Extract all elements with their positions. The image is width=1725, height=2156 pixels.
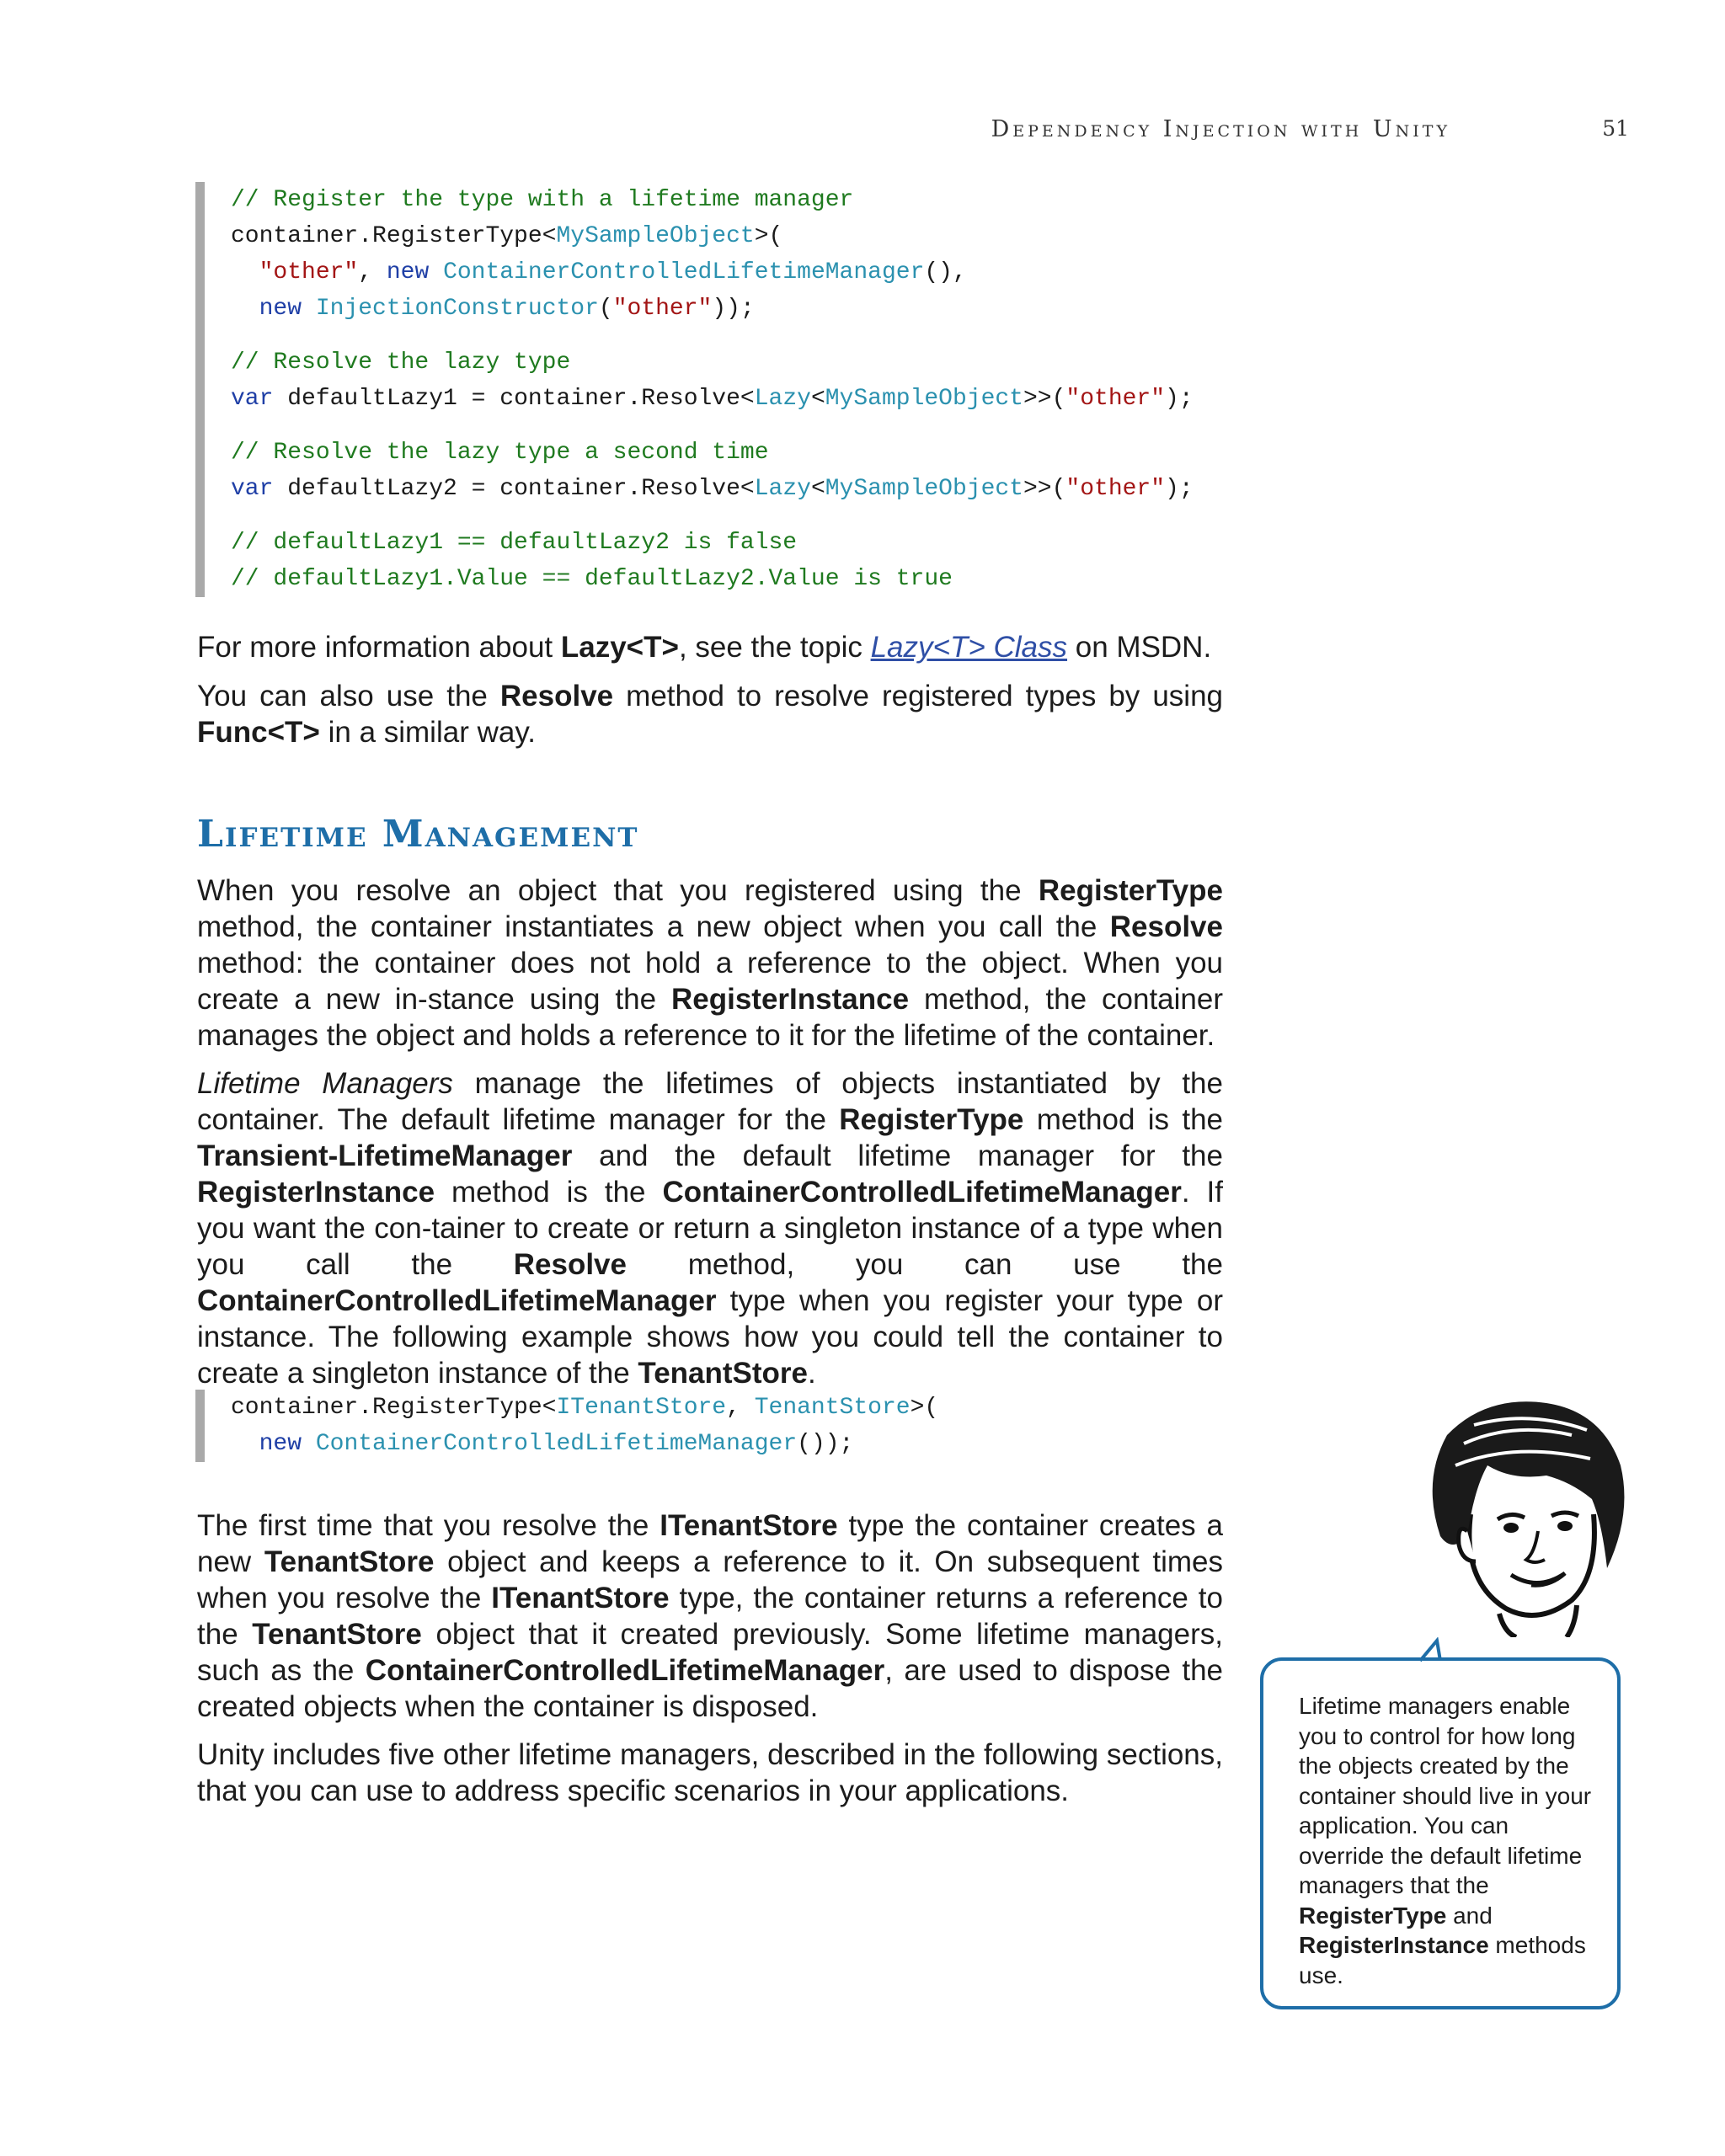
code-text: (), [924,259,967,286]
text-run: The first time that you resolve the [197,1509,660,1542]
paragraph-other-managers: Unity includes five other lifetime managers, described in the following sections, that you can use to address specific scenarios in your applications. [197,1738,1223,1807]
code-line [231,381,1258,417]
bold-term: Resolve [499,680,614,712]
bold-term: ContainerControlledLifetimeManager [197,1284,717,1317]
code-keyword: new [259,1431,302,1457]
note-text: methods use. [1299,1932,1586,1988]
code-text: ); [1165,386,1194,412]
code-text: ); [1165,476,1194,502]
code-type: TenantStore [754,1395,911,1421]
text-run: object and keeps a reference to it. On subsequent times when you resolve the [197,1545,1223,1614]
text-run: , are used to dispose the created objects when the container is disposed. [197,1654,1223,1723]
text-run: For more information about [197,631,561,664]
code-block-singleton [195,1390,1258,1462]
text-run: method, the container instantiates a new object when you call the [197,910,1110,943]
code-line [231,1426,1258,1462]
bold-term: RegisterInstance [670,983,910,1016]
text-run: . [808,1357,816,1390]
code-block-lazy-resolve [195,182,1258,597]
bold-term: Func<T> [197,716,320,749]
paragraph-lazy-info [197,629,1223,665]
text-run: type when you register your type or instance. The following example shows how you could tell the container to create a singleton instance of the [197,1284,1223,1390]
text-run: on MSDN. [1067,631,1212,664]
author-portrait-illustration [1412,1388,1634,1637]
code-type: ContainerControlledLifetimeManager [443,259,925,286]
code-line [231,291,1258,327]
code-indent [231,1431,259,1457]
note-text: and [1446,1902,1493,1929]
code-type: ITenantStore [556,1395,727,1421]
code-text: ( [598,296,613,322]
code-text: >( [754,223,783,249]
code-line [231,254,1258,291]
code-text: >( [910,1395,939,1421]
code-string: "other" [612,296,713,322]
note-bold-term: RegisterType [1299,1902,1447,1929]
code-indent [231,259,259,286]
code-type: InjectionConstructor [315,296,599,322]
text-run: method is the [1023,1103,1224,1136]
section-heading: Lifetime Management [197,813,639,856]
text-run: method, the container manages the object and holds a reference to it for the lifetime of the container. [197,983,1223,1052]
code-keyword: new [259,296,302,322]
code-type: ContainerControlledLifetimeManager [315,1431,798,1457]
bold-term: ContainerControlledLifetimeManager [365,1654,885,1687]
bold-term: Transient-LifetimeManager [197,1139,573,1172]
bold-term: TenantStore [638,1357,808,1390]
italic-term: Lifetime Managers [197,1067,453,1100]
text-run: method: the container does not hold a reference to the object. When you create a new in-stance using the [197,947,1223,1016]
code-string: "other" [1065,386,1166,412]
bold-term: RegisterType [1038,874,1223,907]
code-type: MySampleObject [556,223,755,249]
code-text: )); [712,296,755,322]
note-bold-term: RegisterInstance [1299,1932,1489,1958]
text-run: When you resolve an object that you registered using the [197,874,1039,907]
bold-term: RegisterType [839,1103,1024,1136]
text-run: method to resolve registered types by using [613,680,1223,712]
code-text: < [810,476,825,502]
code-text: container.RegisterType< [231,1395,557,1421]
code-type: MySampleObject [825,476,1023,502]
text-run: . If you want the con-tainer to create or return a singleton instance of a type when you call the [197,1176,1223,1281]
text-run: object that it created previously. Some lifetime managers, such as the [197,1618,1223,1687]
code-line [231,1390,1258,1426]
bold-term: RegisterInstance [197,1176,435,1209]
text-run: You can also use the [197,680,500,712]
code-type: Lazy [754,386,811,412]
code-line [231,471,1258,507]
paragraph-tenant-store [197,1508,1223,1725]
paragraph-resolve-behavior [197,873,1223,1054]
text-run: type the container creates a new [197,1509,1223,1578]
code-text: >>( [1023,476,1066,502]
page-number: 51 [1602,116,1629,141]
text-run: , see the topic [678,631,871,664]
code-text [302,296,316,322]
code-text: >>( [1023,386,1066,412]
code-string: "other" [1065,476,1166,502]
lazy-class-link[interactable]: Lazy<T> Class [870,631,1068,664]
paragraph-lifetime-managers [197,1065,1223,1391]
code-text: < [810,386,825,412]
code-text: defaultLazy1 = container.Resolve< [273,386,755,412]
code-comment: // defaultLazy1 == defaultLazy2 is false [231,530,798,556]
code-string: "other" [259,259,359,286]
bold-term: Resolve [1109,910,1223,943]
code-text: defaultLazy2 = container.Resolve< [273,476,755,502]
code-keyword: var [231,386,274,412]
code-keyword: var [231,476,274,502]
code-type: MySampleObject [825,386,1023,412]
code-comment: // defaultLazy1.Value == defaultLazy2.Value is true [231,566,953,592]
paragraph-resolve-func [197,678,1223,750]
code-line [231,218,1258,254]
running-header-title: Dependency Injection with Unity [991,116,1450,142]
text-run: manage the lifetimes of objects instantiated by the container. The default lifetime manager for the [197,1067,1223,1136]
code-text: , [726,1395,755,1421]
note-text: Lifetime managers enable you to control for how long the objects created by the container should live in your application. You can override the default lifetime managers that the [1299,1693,1592,1898]
code-indent [231,296,259,322]
text-run: type, the container returns a reference to the [197,1582,1223,1651]
bold-term: ITenantStore [660,1509,838,1542]
code-type: Lazy [754,476,811,502]
sidebar-note [1260,1657,1621,2009]
bold-term: TenantStore [252,1618,422,1651]
text-run: method is the [435,1176,663,1209]
bold-term: ContainerControlledLifetimeManager [662,1176,1182,1209]
code-comment: // Register the type with a lifetime manager [231,187,854,213]
text-run: in a similar way. [319,716,536,749]
code-text: , [358,259,387,286]
code-text: ()); [797,1431,854,1457]
code-comment: // Resolve the lazy type [231,350,571,376]
bold-term: TenantStore [264,1545,435,1578]
bold-term: ITenantStore [491,1582,670,1614]
code-text [429,259,443,286]
bold-term: Resolve [513,1248,627,1281]
text-run: method, you can use the [627,1248,1223,1281]
bold-term: Lazy<T> [560,631,679,664]
code-comment: // Resolve the lazy type a second time [231,440,769,466]
code-text: container.RegisterType< [231,223,557,249]
code-text [302,1431,316,1457]
code-keyword: new [386,259,430,286]
text-run: and the default lifetime manager for the [572,1139,1223,1172]
